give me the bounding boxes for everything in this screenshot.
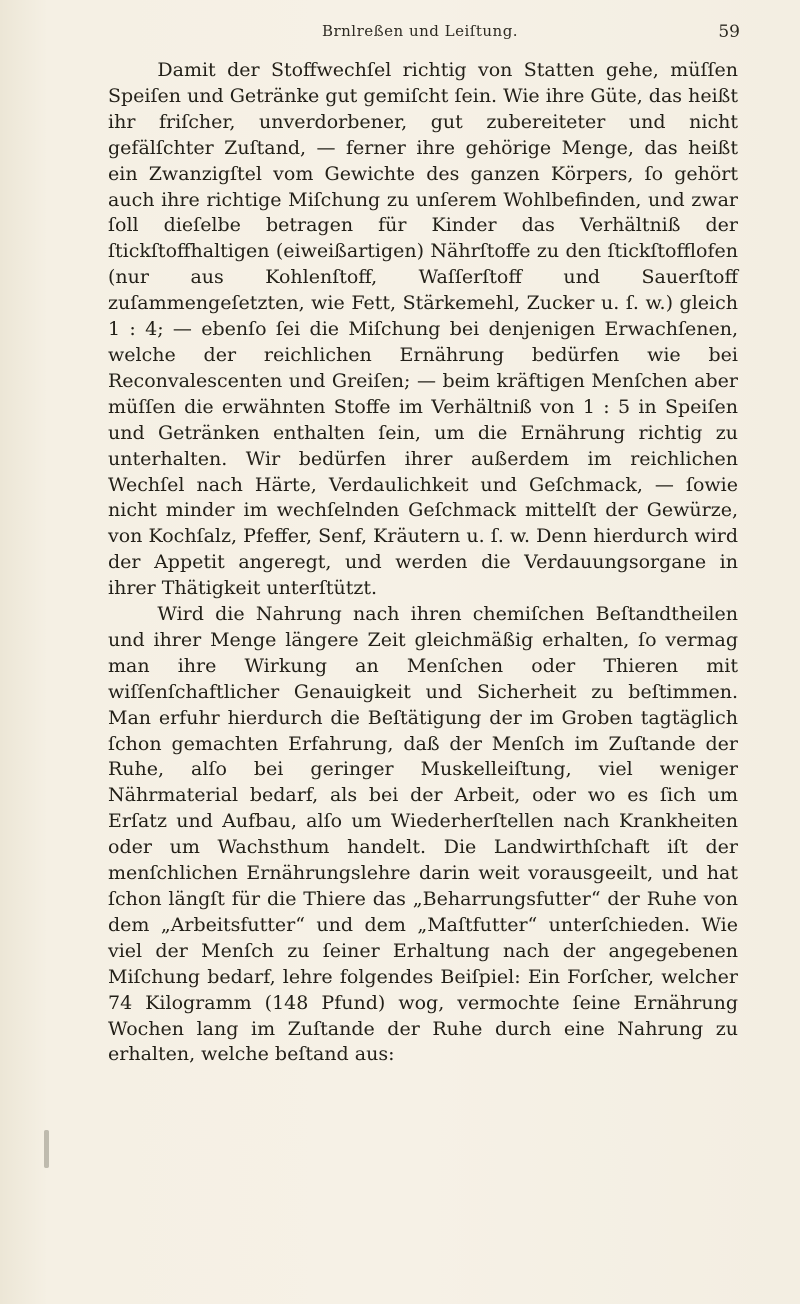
body-text <box>108 58 738 1068</box>
running-title: Brnlreßen und Leiſtung. <box>321 22 519 40</box>
margin-smudge <box>44 1130 49 1168</box>
running-head <box>100 22 740 48</box>
page-number: 59 <box>718 22 740 42</box>
paragraph-2: Wird die Nahrung nach ihren chemiſchen Beſtandtheilen und ihrer Menge längere Zeit gleichmäßig erhalten, ſo vermag man ihre Wirkung an Menſchen oder Thieren mit wiſſenſchaftlicher Genauigkeit und Sicherheit zu beſtimmen. Man erfuhr hierdurch die Beſtätigung der im Groben tagtäglich ſchon gemachten Erfahrung, daß der Menſch im Zuſtande der Ruhe, alſo bei geringer Muskelleiſtung, viel weniger Nährmaterial bedarf, als bei der Arbeit, oder wo es ſich um Erſatz und Aufbau, alſo um Wiederherſtellen nach Krankheiten oder um Wachsthum handelt. Die Landwirthſchaft iſt der menſchlichen Ernährungslehre darin weit vorausgeeilt, und hat ſchon längſt für die Thiere das „Beharrungsfutter“ der Ruhe von dem „Arbeitsfutter“ und dem „Maſtfutter“ unterſchieden. Wie viel der Menſch zu ſeiner Erhaltung nach der angegebenen Miſchung bedarf, lehre folgendes Beiſpiel: Ein Forſcher, welcher 74 Kilogramm (148 Pfund) wog, vermochte ſeine Ernährung Wochen lang im Zuſtande der Ruhe durch eine Nahrung zu erhalten, welche beſtand aus: <box>108 603 738 1066</box>
paragraph-1: Damit der Stoffwechſel richtig von Statten gehe, müſſen Speiſen und Getränke gut gemiſcht ſein. Wie ihre Güte, das heißt ihr friſcher, unverdorbener, gut zubereiteter und nicht gefälſchter Zuſtand, — ferner ihre gehörige Menge, das heißt ein Zwanzigſtel vom Gewichte des ganzen Körpers, ſo gehört auch ihre richtige Miſchung zu unſerem Wohlbefinden, und zwar ſoll dieſelbe betragen für Kinder das Verhältniß der ſtickſtoffhaltigen (eiweißartigen) Nährſtoffe zu den ſtickſtofflofen (nur aus Kohlenſtoff, Waſſerſtoff und Sauerſtoff zuſammengeſetzten, wie Fett, Stärkemehl, Zucker u. ſ. w.) gleich 1 : 4; — ebenſo ſei die Miſchung bei denjenigen Erwachſenen, welche der reichlichen Ernährung bedürfen wie bei Reconvalescenten und Greiſen; — beim kräftigen Menſchen aber müſſen die erwähnten Stoffe im Verhältniß von 1 : 5 in Speiſen und Getränken enthalten ſein, um die Ernährung richtig zu unterhalten. Wir bedürfen ihrer außerdem im reichlichen Wechſel nach Härte, Verdaulichkeit und Geſchmack, — ſowie nicht minder im wechſelnden Geſchmack mittelſt der Gewürze, von Kochſalz, Pfeffer, Senf, Kräutern u. ſ. w. Denn hierdurch wird der Appetit angeregt, und werden die Verdauungsorgane in ihrer Thätigkeit unterſtützt. <box>108 59 738 600</box>
